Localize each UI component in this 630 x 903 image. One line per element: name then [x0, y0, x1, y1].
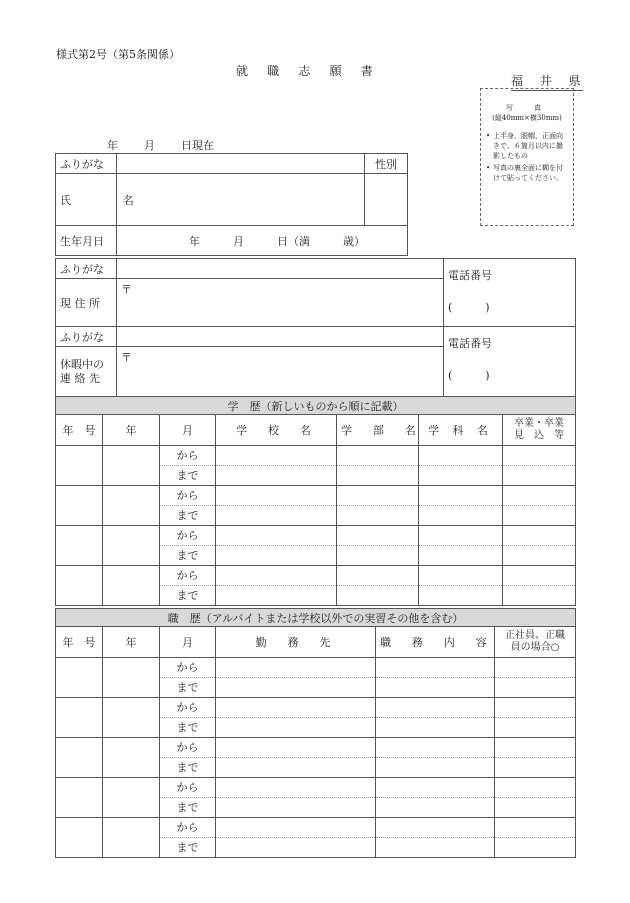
edu-cell[interactable]: [419, 526, 503, 566]
work-year-field[interactable]: [103, 658, 160, 698]
contact-phone-label: 電話番号: [448, 337, 492, 350]
work-period-cell[interactable]: [160, 778, 216, 818]
work-header-duties: 職 務 内 容: [376, 627, 495, 658]
edu-cell[interactable]: [216, 566, 337, 606]
form-number: 様式第2号（第5条関係）: [56, 48, 180, 61]
period-to: まで: [160, 677, 215, 697]
edu-period-cell[interactable]: [160, 526, 216, 566]
education-section-title: 学 歴（新しいものから順に記載）: [56, 397, 576, 415]
contact-phone-paren: ( ): [448, 369, 490, 382]
work-cell[interactable]: [376, 698, 495, 738]
edu-cell[interactable]: [503, 526, 576, 566]
postal-mark: 〒: [121, 283, 132, 296]
date-year: 年: [107, 139, 118, 152]
edu-cell[interactable]: [337, 486, 419, 526]
edu-year-field[interactable]: [103, 566, 160, 606]
work-year-field[interactable]: [103, 698, 160, 738]
work-period-cell[interactable]: [160, 738, 216, 778]
prefecture-name: 福 井 県: [511, 72, 583, 91]
edu-year-field[interactable]: [103, 526, 160, 566]
edu-header-school: 学 校 名: [216, 415, 337, 446]
work-cell[interactable]: [376, 658, 495, 698]
table-row: [56, 698, 576, 738]
education-table: [55, 396, 576, 606]
work-table: [55, 608, 576, 858]
edu-cell[interactable]: [503, 446, 576, 486]
period-to: まで: [160, 505, 215, 525]
birthdate-field[interactable]: 年 月 日（満 歳）: [117, 226, 408, 256]
work-period-cell[interactable]: [160, 698, 216, 738]
address-phone-cell[interactable]: [444, 259, 576, 327]
period-from: から: [176, 821, 199, 834]
document-title: 就 職 志 願 書: [236, 64, 377, 78]
date-month: 月: [144, 139, 155, 152]
date-day: 日現在: [181, 139, 214, 152]
edu-era-field[interactable]: [56, 446, 103, 486]
birthdate-label: 生年月日: [56, 226, 117, 256]
date-line: [107, 137, 214, 153]
edu-period-cell[interactable]: [160, 446, 216, 486]
address-furigana-label: ふりがな: [56, 259, 117, 279]
work-period-cell[interactable]: [160, 658, 216, 698]
contact-furigana-label: ふりがな: [56, 327, 117, 347]
address-table: [55, 258, 576, 327]
period-from: から: [176, 661, 199, 674]
gender-field[interactable]: [365, 174, 408, 226]
edu-period-cell[interactable]: [160, 486, 216, 526]
work-era-field[interactable]: [56, 738, 103, 778]
work-header-month: 月: [160, 627, 216, 658]
edu-header-status: 卒業・卒業 見 込 等: [503, 415, 576, 446]
work-period-cell[interactable]: [160, 818, 216, 858]
personal-table: [55, 153, 408, 256]
period-from: から: [176, 569, 199, 582]
work-cell[interactable]: [495, 698, 576, 738]
edu-cell[interactable]: [503, 486, 576, 526]
table-row: [56, 446, 576, 486]
address-label: 現 住 所: [56, 279, 117, 327]
table-row: [56, 658, 576, 698]
work-cell[interactable]: [216, 698, 376, 738]
edu-cell[interactable]: [337, 526, 419, 566]
work-era-field[interactable]: [56, 658, 103, 698]
name-label: 氏 名: [56, 174, 117, 226]
work-era-field[interactable]: [56, 778, 103, 818]
period-from: から: [176, 781, 199, 794]
contact-table: [55, 326, 576, 397]
period-to: まで: [160, 585, 215, 605]
address-phone-paren: ( ): [448, 301, 490, 314]
edu-cell[interactable]: [216, 486, 337, 526]
work-cell[interactable]: [495, 818, 576, 858]
edu-header-department: 学 科 名: [419, 415, 503, 446]
address-phone-label: 電話番号: [448, 269, 492, 282]
work-era-field[interactable]: [56, 818, 103, 858]
edu-cell[interactable]: [419, 486, 503, 526]
period-to: まで: [160, 465, 215, 485]
period-to: まで: [160, 797, 215, 817]
work-cell[interactable]: [216, 818, 376, 858]
edu-cell[interactable]: [216, 446, 337, 486]
work-cell[interactable]: [216, 738, 376, 778]
photo-note: • 上半身、脱帽、正面向きで、６箇月以内に撮影したもの: [486, 132, 563, 160]
table-row: [56, 738, 576, 778]
work-cell[interactable]: [376, 738, 495, 778]
contact-phone-cell[interactable]: [444, 327, 576, 397]
work-cell[interactable]: [216, 778, 376, 818]
name-furigana-field[interactable]: [117, 154, 365, 174]
edu-cell[interactable]: [419, 566, 503, 606]
edu-cell[interactable]: [503, 566, 576, 606]
gender-label: 性別: [365, 154, 408, 174]
photo-title: 写 真: [506, 104, 548, 112]
table-row: [56, 526, 576, 566]
work-header-regular: 正社員、正職 員の場合○: [495, 627, 576, 658]
edu-header-month: 月: [160, 415, 216, 446]
work-era-field[interactable]: [56, 698, 103, 738]
contact-postal-mark: 〒: [121, 351, 132, 364]
edu-cell[interactable]: [419, 446, 503, 486]
work-cell[interactable]: [376, 778, 495, 818]
table-row: [56, 566, 576, 606]
period-from: から: [176, 741, 199, 754]
edu-era-field[interactable]: [56, 526, 103, 566]
work-header-year: 年: [103, 627, 160, 658]
furigana-label: ふりがな: [56, 154, 117, 174]
work-cell[interactable]: [495, 738, 576, 778]
edu-header-faculty: 学 部 名: [337, 415, 419, 446]
edu-year-field[interactable]: [103, 446, 160, 486]
edu-header-year: 年: [103, 415, 160, 446]
address-furigana-field[interactable]: [117, 259, 444, 279]
period-from: から: [176, 701, 199, 714]
work-header-employer: 勤 務 先: [216, 627, 376, 658]
edu-period-cell[interactable]: [160, 566, 216, 606]
edu-cell[interactable]: [216, 526, 337, 566]
contact-field[interactable]: [117, 347, 444, 397]
edu-cell[interactable]: [337, 446, 419, 486]
table-row: [56, 818, 576, 858]
table-row: [56, 486, 576, 526]
work-year-field[interactable]: [103, 818, 160, 858]
period-to: まで: [160, 717, 215, 737]
period-from: から: [176, 489, 199, 502]
edu-cell[interactable]: [337, 566, 419, 606]
photo-note: • 写真の裏全面に糊を付けて貼ってください。: [486, 164, 563, 182]
work-year-field[interactable]: [103, 738, 160, 778]
photo-area[interactable]: [480, 88, 574, 226]
table-row: [56, 778, 576, 818]
work-cell[interactable]: [495, 778, 576, 818]
photo-size: (縦40mm×横30mm): [492, 114, 562, 122]
contact-furigana-field[interactable]: [117, 327, 444, 347]
work-cell[interactable]: [495, 658, 576, 698]
contact-label: 休暇中の 連 絡 先: [56, 347, 117, 397]
period-to: まで: [160, 545, 215, 565]
work-header-era: 年 号: [56, 627, 103, 658]
address-field[interactable]: [117, 279, 444, 327]
period-to: まで: [160, 837, 215, 857]
edu-header-era: 年 号: [56, 415, 103, 446]
period-from: から: [176, 529, 199, 542]
edu-era-field[interactable]: [56, 566, 103, 606]
edu-era-field[interactable]: [56, 486, 103, 526]
period-to: まで: [160, 757, 215, 777]
work-year-field[interactable]: [103, 778, 160, 818]
edu-year-field[interactable]: [103, 486, 160, 526]
name-field[interactable]: [117, 174, 365, 226]
work-cell[interactable]: [376, 818, 495, 858]
period-from: から: [176, 449, 199, 462]
work-cell[interactable]: [216, 658, 376, 698]
work-section-title: 職 歴（アルバイトまたは学校以外での実習その他を含む）: [56, 609, 576, 627]
